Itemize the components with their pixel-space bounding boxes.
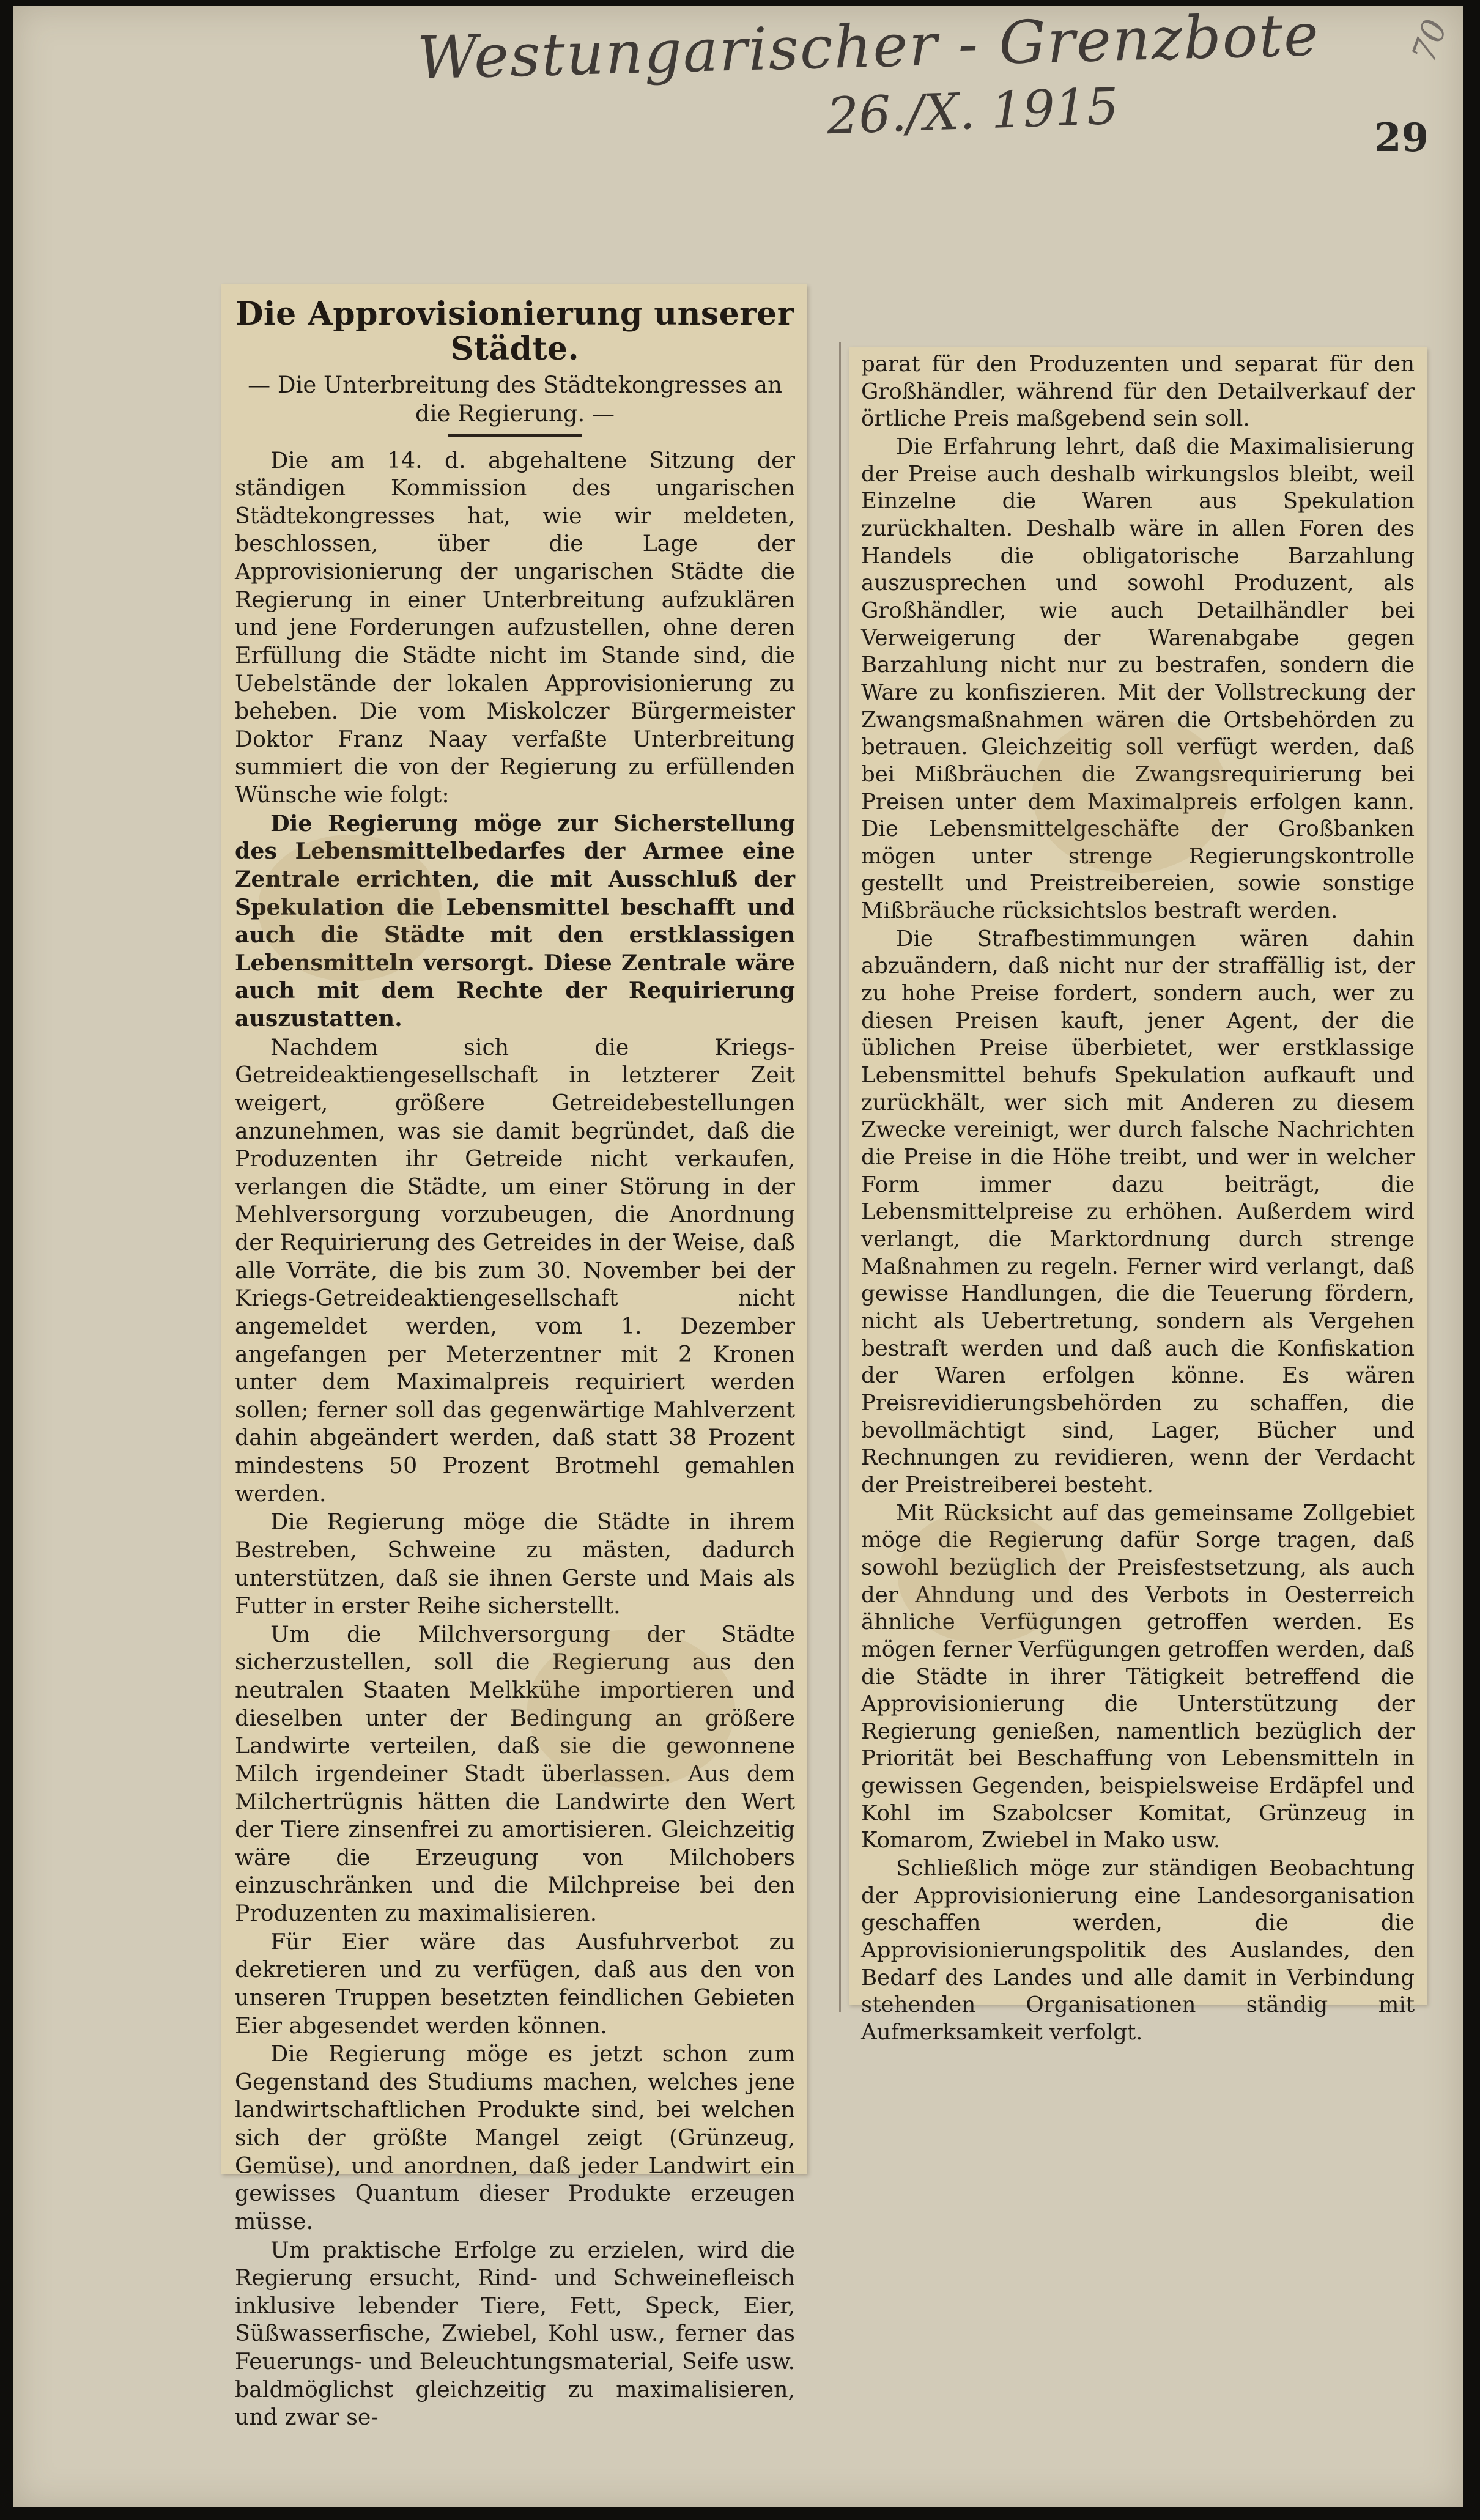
- article-paragraph: Um praktische Erfolge zu erzielen, wird die Regierung ersucht, Rind- und Schweinefleisch inklusive lebender Tiere, Fett, Speck, Eier, Süßwasserfische, Zwiebel, Kohl usw., ferner das Feuerungs- und Beleuchtungsmaterial, Seife usw. baldmöglichst gleichzeitig zu maximalisieren, und zwar se-: [235, 2236, 795, 2431]
- clipping-right-column: [849, 347, 1427, 2045]
- handwritten-date: 26./X. 1915: [826, 77, 1120, 146]
- page-number: 29: [1374, 115, 1429, 161]
- article-paragraph: Die Regierung möge die Städte in ihrem Bestreben, Schweine zu mästen, dadurch unterstützen, daß sie ihnen Gerste und Mais als Futter in erster Reihe sicherstellt.: [235, 1509, 795, 1619]
- article-paragraph: Die Strafbestimmungen wären dahin abzuändern, daß nicht nur der straffällig ist, der zu hohe Preise fordert, sondern auch, wer zu diesen Preisen kauft, jener Agent, der die üblichen Preise überbietet, wer erstklassige Lebensmittel behufs Spekulation aufkauft und zurückhält, wer sich mit Anderen zu diesem Zwecke vereinigt, wer durch falsche Nachrichten die Preise in die Höhe treibt, und wer in welcher Form immer dazu beiträgt, die Lebensmittelpreise zu erhöhen. Außerdem wird verlangt, die Marktordnung durch strenge Maßnahmen zu regeln. Ferner wird verlangt, daß gewisse Handlungen, die die Teuerung fördern, nicht als Uebertretung, sondern als Vergehen bestraft werden und daß auch die Konfiskation der Waren erfolgen könne. Es wären Preisrevidierungsbehörden zu schaffen, die bevollmächtigt sind, Lager, Bücher und Rechnungen zu revidieren, wenn der Verdacht der Preistreiberei besteht.: [861, 926, 1415, 1498]
- article-paragraph: Mit Rücksicht auf das gemeinsame Zollgebiet möge die Regierung dafür Sorge tragen, daß sowohl bezüglich der Preisfestsetzung, als auch der Ahndung und des Verbots in Oesterreich ähnliche Verfügungen getroffen werden. Es mögen ferner Verfügungen getroffen werden, daß die Städte in ihrer Tätigkeit betreffend die Approvisionierung die Unterstützung der Regierung genießen, namentlich bezüglich der Priorität bei Beschaffung von Lebensmitteln in gewissen Gegenden, beispielsweise Erdäpfel und Kohl im Szabolcser Komitat, Grünzeug in Komarom, Zwiebel in Mako usw.: [861, 1500, 1415, 1853]
- column-divider: [839, 342, 841, 2012]
- article-paragraph: Die Erfahrung lehrt, daß die Maximalisierung der Preise auch deshalb wirkungslos bleibt, weil Einzelne die Waren aus Spekulation zurückhalten. Deshalb wäre in allen Foren des Handels die obligatorische Barzahlung auszusprechen und sowohl Produzent, als Großhändler, wie auch Detailhändler bei Verweigerung der Warenabgabe gegen Barzahlung nicht nur zu bestrafen, sondern die Ware zu konfiszieren. Mit der Vollstreckung der Zwangsmaßnahmen wären die Ortsbehörden zu betrauen. Gleichzeitig soll verfügt werden, daß bei Mißbräuchen die Zwangsrequirierung bei Preisen unter dem Maximalpreis erfolgen kann. Die Lebensmittelgeschäfte der Großbanken mögen unter strenge Regierungskontrolle gestellt und Preistreibereien, sowie sonstige Mißbräuche rücksichtslos bestraft werden.: [861, 434, 1415, 924]
- article-paragraph: Die Regierung möge es jetzt schon zum Gegenstand des Studiums machen, welches jene landwirtschaftlichen Produkte sind, bei welchen sich der größte Mangel zeigt (Grünzeug, Gemüse), und anordnen, daß jeder Landwirt ein gewisses Quantum dieser Produkte erzeugen müsse.: [235, 2041, 795, 2234]
- handwritten-newspaper-title: Westungarischer - Grenzbote: [416, 0, 1321, 93]
- handwritten-corner-note: 70: [1404, 14, 1455, 67]
- article-paragraph: parat für den Produzenten und separat für den Großhändler, während für den Detailverkauf der örtliche Preis maßgebend sein soll.: [861, 352, 1415, 432]
- article-paragraph: Um die Milchversorgung der Städte sicherzustellen, soll die Regierung aus den neutralen Staaten Melkkühe importieren und dieselben unter der Bedingung an größere Landwirte verteilen, daß sie die gewonnene Milch irgendeiner Stadt überlassen. Aus dem Milchertrügnis hätten die Landwirte den Wert der Tiere zinsenfrei zu amortisieren. Gleichzeitig wäre die Erzeugung von Milchobers einzuschränken und die Milchpreise bei den Produzenten zu maximalisieren.: [235, 1620, 795, 1927]
- article-paragraph: Schließlich möge zur ständigen Beobachtung der Approvisionierung eine Landesorganisation geschaffen werden, die die Approvisionierungspolitik des Auslandes, den Bedarf des Landes und alle damit in Verbindung stehenden Organisationen ständig mit Aufmerksamkeit verfolgt.: [861, 1856, 1415, 2045]
- article-headline: Die Approvisionierung unserer Städte.: [235, 295, 794, 368]
- article-paragraph: Die Regierung möge zur Sicherstellung des Lebensmittelbedarfes der Armee eine Zentrale errichten, die mit Ausschluß der Spekulation die Lebensmittel beschafft und auch die Städte mit den erstklassigen Lebensmitteln versorgt. Diese Zentrale wäre auch mit dem Rechte der Requirierung auszustatten.: [235, 810, 795, 1032]
- article-paragraph: Für Eier wäre das Ausfuhrverbot zu dekretieren und zu verfügen, daß aus den von unseren Truppen besetzten feindlichen Gebieten Eier abgesendet werden können.: [235, 1928, 795, 2039]
- article-subheadline: — Die Unterbreitung des Städtekongresses an die Regierung. —: [248, 372, 782, 427]
- clipping-left-column: [221, 284, 807, 2431]
- headline-rule: [448, 434, 582, 437]
- article-paragraph: Die am 14. d. abgehaltene Sitzung der ständigen Kommission des ungarischen Städtekongresses hat, wie wir meldeten, beschlossen, über die Lage der Approvisionierung der ungarischen Städte die Regierung in einer Unterbreitung aufzuklären und jene Forderungen aufzustellen, ohne deren Erfüllung die Städte nicht im Stande sind, die Uebelstände der lokalen Approvisionierung zu beheben. Die vom Miskolczer Bürgermeister Doktor Franz Naay verfaßte Unterbreitung summiert die von der Regierung zu erfüllenden Wünsche wie folgt:: [235, 446, 795, 808]
- article-paragraph: Nachdem sich die Kriegs-Getreideaktiengesellschaft in letzterer Zeit weigert, größere Getreidebestellungen anzunehmen, was sie damit begründet, daß die Produzenten ihr Getreide nicht verkaufen, verlangen die Städte, um einer Störung in der Mehlversorgung vorzubeugen, die Anordnung der Requirierung des Getreides in der Weise, daß alle Vorräte, die bis zum 30. November bei der Kriegs-Getreideaktiengesellschaft nicht angemeldet werden, vom 1. Dezember angefangen per Meterzentner mit 2 Kronen unter dem Maximalpreis requiriert werden sollen; ferner soll das gegenwärtige Mahlverzent dahin abgeändert werden, daß statt 38 Prozent mindestens 50 Prozent Brotmehl gemahlen werden.: [235, 1033, 795, 1507]
